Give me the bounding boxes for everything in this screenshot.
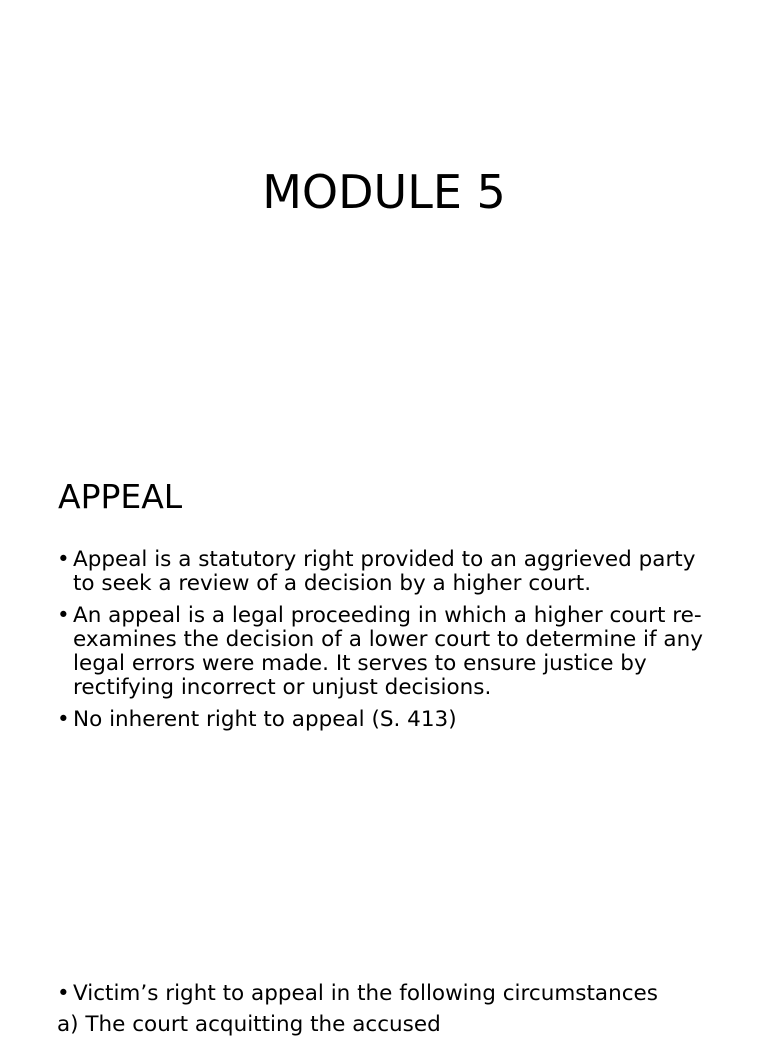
slide-heading: APPEAL xyxy=(58,477,183,516)
bullet-marker: • xyxy=(57,602,70,628)
victim-rights-slide xyxy=(0,980,768,1038)
bullet-marker: • xyxy=(57,547,70,572)
bullet-item xyxy=(57,982,717,1006)
bullet-item xyxy=(57,604,717,701)
bullet-text: Victim’s right to appeal in the following circumstances xyxy=(73,981,658,1006)
bullet-text: No inherent right to appeal (S. 413) xyxy=(73,706,457,732)
bullet-marker: • xyxy=(57,706,70,732)
bullet-text: An appeal is a legal proceeding in which a higher court re-examines the decision of a lower court to determine if any legal errors were made. It serves to ensure justice by rectifying incorrect or unjust decisions. xyxy=(73,602,703,701)
bullet-list xyxy=(57,548,717,739)
bullet-item xyxy=(57,548,717,597)
bullet-list xyxy=(57,982,717,1038)
bullet-marker: • xyxy=(57,981,70,1006)
title-slide xyxy=(0,0,768,384)
bullet-text: Appeal is a statutory right provided to an aggrieved party to seek a review of a decision by a higher court. xyxy=(73,547,696,597)
appeal-slide xyxy=(0,440,768,900)
module-title: MODULE 5 xyxy=(262,165,506,219)
sub-item: a) The court acquitting the accused xyxy=(57,1012,441,1038)
bullet-item xyxy=(57,708,717,732)
